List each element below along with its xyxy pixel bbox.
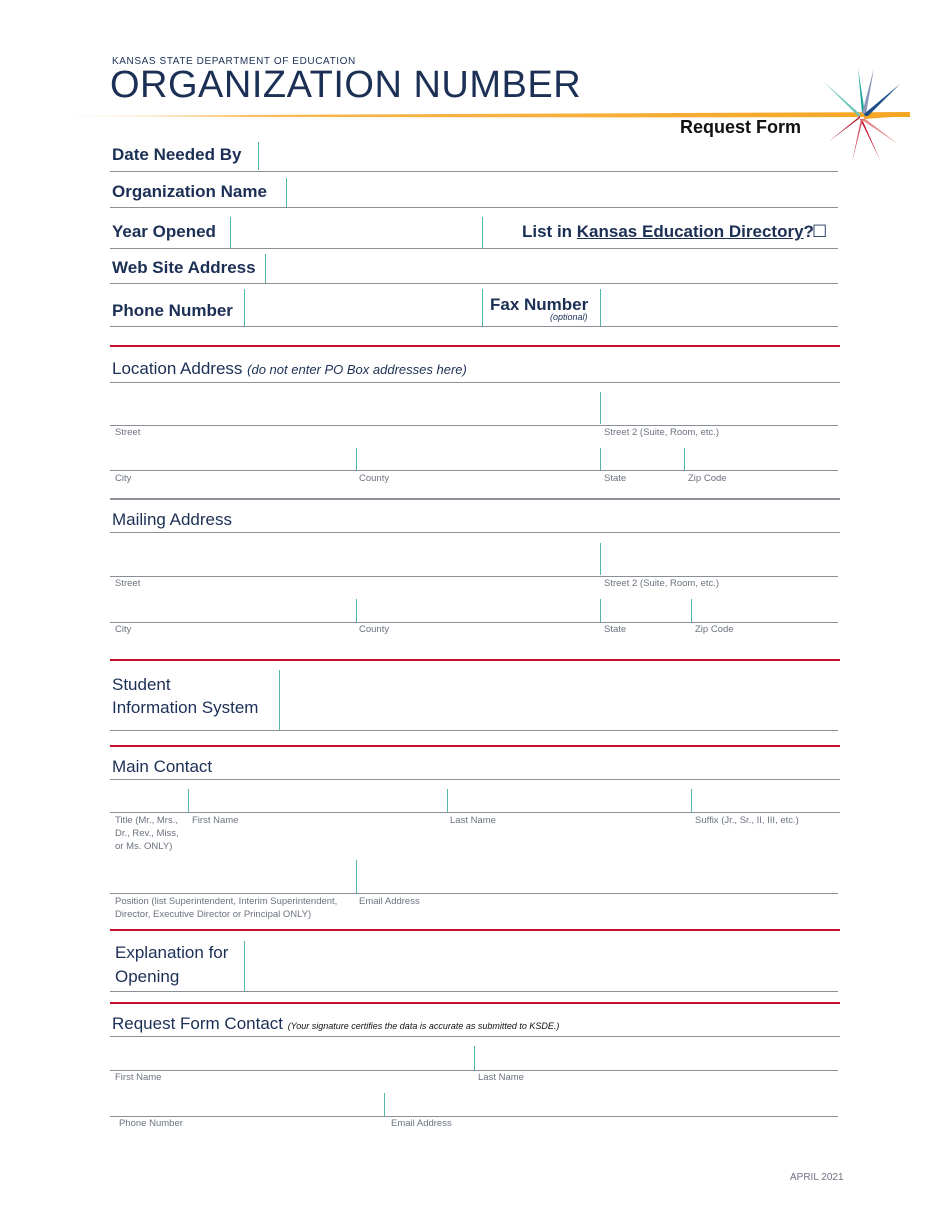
rule xyxy=(110,991,838,992)
rule xyxy=(110,532,840,533)
contact-title-input[interactable] xyxy=(112,786,184,812)
mailing-street2-input[interactable] xyxy=(604,538,836,575)
date-needed-input[interactable] xyxy=(262,142,836,170)
location-zip-divider xyxy=(684,448,685,470)
contact-first-divider xyxy=(188,789,189,812)
list-in-directory-label xyxy=(522,222,814,242)
phone-number-divider xyxy=(244,289,245,326)
agency-name: KANSAS STATE DEPARTMENT OF EDUCATION xyxy=(112,56,356,67)
rule xyxy=(110,812,840,813)
contact-suffix-label: Suffix (Jr., Sr., II, III, etc.) xyxy=(695,815,799,826)
location-zip-label: Zip Code xyxy=(688,473,727,484)
location-street-label: Street xyxy=(115,427,141,438)
request-last-name-label: Last Name xyxy=(478,1072,524,1083)
request-first-name-input[interactable] xyxy=(112,1044,470,1070)
request-email-divider xyxy=(384,1093,385,1116)
fax-optional-note: (optional) xyxy=(550,312,588,322)
location-street2-input[interactable] xyxy=(604,388,836,424)
contact-email-label: Email Address xyxy=(359,896,420,907)
mailing-state-label: State xyxy=(604,624,627,635)
section-divider xyxy=(110,929,840,931)
location-state-label: State xyxy=(604,473,627,484)
org-name-input[interactable] xyxy=(290,178,836,207)
location-city-label: City xyxy=(115,473,132,484)
sis-label-line1: Student xyxy=(112,675,171,694)
list-in-directory-checkbox[interactable]: ☐ xyxy=(812,222,828,241)
rule xyxy=(110,470,838,471)
request-last-name-input[interactable] xyxy=(478,1044,836,1070)
mailing-county-label: County xyxy=(359,624,390,635)
location-street-input[interactable] xyxy=(112,388,596,424)
rule xyxy=(110,248,838,249)
contact-first-name-input[interactable] xyxy=(192,786,443,812)
sis-label-line2: Information System xyxy=(112,698,259,717)
contact-title-label-1: Title (Mr., Mrs., xyxy=(115,815,178,826)
mailing-state-divider xyxy=(600,599,601,622)
org-name-label: Organization Name xyxy=(112,182,267,201)
rule xyxy=(110,207,838,208)
mailing-street-label: Street xyxy=(115,578,141,589)
request-contact-title: Request Form Contact xyxy=(112,1014,284,1033)
explanation-label-line1: Explanation for xyxy=(115,943,229,962)
fax-divider-right xyxy=(600,289,601,326)
request-contact-note: (Your signature certifies the data is accurate as submitted to KSDE.) xyxy=(287,1021,560,1031)
page-title: ORGANIZATION NUMBER xyxy=(110,64,582,106)
contact-first-name-label: First Name xyxy=(192,815,239,826)
location-address-heading xyxy=(112,359,467,379)
mailing-address-heading: Mailing Address xyxy=(112,510,233,529)
contact-title-label-3: or Ms. ONLY) xyxy=(115,841,173,852)
mailing-street2-divider xyxy=(600,543,601,575)
contact-suffix-divider xyxy=(691,789,692,812)
section-divider xyxy=(110,345,840,347)
contact-position-label-1: Position (list Superintendent, Interim Superintendent, xyxy=(115,896,338,907)
sis-divider xyxy=(279,670,280,730)
rule xyxy=(110,1070,838,1071)
rule xyxy=(110,730,838,731)
rule xyxy=(110,1036,840,1037)
mailing-zip-label: Zip Code xyxy=(695,624,734,635)
contact-last-name-input[interactable] xyxy=(451,786,687,812)
contact-position-label-2: Director, Executive Director or Principal ONLY) xyxy=(115,909,312,920)
location-street2-label: Street 2 (Suite, Room, etc.) xyxy=(604,427,720,438)
website-input[interactable] xyxy=(269,254,836,283)
list-in-prefix: List in xyxy=(522,222,577,241)
request-phone-input[interactable] xyxy=(112,1092,380,1116)
mailing-city-label: City xyxy=(115,624,132,635)
form-subtitle: Request Form xyxy=(680,117,802,137)
mailing-state-input[interactable] xyxy=(604,597,687,622)
request-email-label: Email Address xyxy=(391,1118,452,1129)
date-needed-divider xyxy=(258,142,259,170)
request-phone-label: Phone Number xyxy=(119,1118,183,1129)
request-first-name-label: First Name xyxy=(115,1072,162,1083)
explanation-label-line2: Opening xyxy=(115,967,180,986)
contact-last-divider xyxy=(447,789,448,812)
mailing-county-input[interactable] xyxy=(360,597,596,622)
explanation-input[interactable] xyxy=(248,941,836,991)
mailing-street-input[interactable] xyxy=(112,538,596,575)
contact-title-label-2: Dr., Rev., Miss, xyxy=(115,828,179,839)
fax-number-input[interactable] xyxy=(604,289,836,326)
location-county-input[interactable] xyxy=(360,446,596,470)
org-name-divider xyxy=(286,178,287,207)
rule xyxy=(110,1116,838,1117)
list-in-suffix: ? xyxy=(803,222,814,241)
location-address-note: (do not enter PO Box addresses here) xyxy=(247,362,467,377)
location-state-input[interactable] xyxy=(604,446,680,470)
location-address-title: Location Address xyxy=(112,359,243,378)
contact-email-divider xyxy=(356,860,357,893)
mailing-county-divider xyxy=(356,599,357,622)
mailing-zip-divider xyxy=(691,599,692,622)
contact-email-input[interactable] xyxy=(360,860,836,893)
fax-number-label: Fax Number xyxy=(490,295,589,314)
main-contact-heading: Main Contact xyxy=(112,757,213,776)
list-in-divider xyxy=(482,217,483,248)
location-state-divider xyxy=(600,448,601,470)
location-zip-input[interactable] xyxy=(688,446,836,470)
location-city-input[interactable] xyxy=(112,446,352,470)
mailing-zip-input[interactable] xyxy=(695,597,836,622)
rule xyxy=(110,425,838,426)
request-email-input[interactable] xyxy=(388,1092,836,1116)
contact-suffix-input[interactable] xyxy=(695,786,836,812)
rule xyxy=(110,326,838,327)
section-divider xyxy=(110,1002,840,1004)
mailing-street2-label: Street 2 (Suite, Room, etc.) xyxy=(604,578,720,589)
kansas-education-directory-link[interactable]: Kansas Education Directory xyxy=(576,222,804,241)
section-divider xyxy=(110,745,840,747)
explanation-divider xyxy=(244,941,245,991)
contact-position-input[interactable] xyxy=(112,860,352,893)
request-last-divider xyxy=(474,1046,475,1070)
contact-last-name-label: Last Name xyxy=(450,815,496,826)
website-divider xyxy=(265,254,266,283)
rule xyxy=(110,779,840,780)
year-opened-input[interactable] xyxy=(234,217,478,248)
section-divider xyxy=(110,659,840,661)
mailing-city-input[interactable] xyxy=(112,597,352,622)
footer-date: APRIL 2021 xyxy=(790,1172,844,1183)
rule xyxy=(110,382,840,383)
location-county-label: County xyxy=(359,473,390,484)
year-opened-divider xyxy=(230,217,231,248)
fax-divider-left xyxy=(482,289,483,326)
sis-input[interactable] xyxy=(283,670,836,730)
request-contact-heading xyxy=(112,1014,559,1034)
rule xyxy=(110,171,838,172)
website-label: Web Site Address xyxy=(112,258,256,277)
rule xyxy=(110,576,838,577)
location-street2-divider xyxy=(600,392,601,424)
date-needed-label: Date Needed By xyxy=(112,145,242,164)
rule xyxy=(110,283,838,284)
location-county-divider xyxy=(356,448,357,470)
section-divider xyxy=(110,498,840,500)
rule xyxy=(110,893,838,894)
year-opened-label: Year Opened xyxy=(112,222,216,241)
phone-number-label: Phone Number xyxy=(112,301,233,320)
phone-number-input[interactable] xyxy=(248,289,478,326)
